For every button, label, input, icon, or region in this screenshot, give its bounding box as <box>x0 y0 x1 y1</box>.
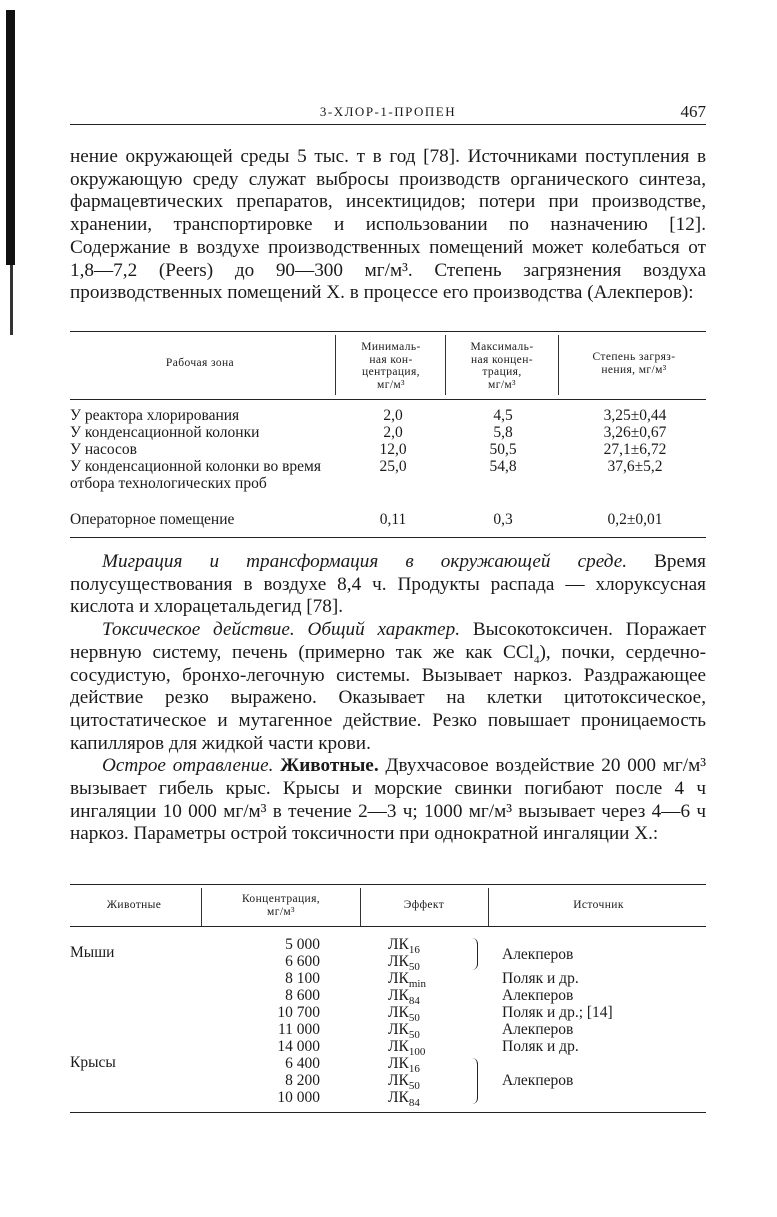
acute-animals-label: Животные. <box>280 755 379 777</box>
pollution-table <box>70 331 706 539</box>
running-title: 3-ХЛОР-1-ПРОПЕН <box>319 104 457 119</box>
source-value: Поляк и др. <box>502 970 579 987</box>
header-min-concentration: Минималь- ная кон- центрация, мг/м³ <box>361 341 421 391</box>
page-header <box>70 102 706 125</box>
migration-text: Время полусуществования в воздухе 8,4 ч. Продукты распада — хлоруксусная кислота и хлорацетальдегид [78]. <box>70 551 706 618</box>
concentration-value: 10 700 <box>277 1004 320 1021</box>
animal-rats: Крысы <box>70 1054 116 1071</box>
scan-edge-shadow <box>6 10 15 265</box>
table-header-rule <box>70 399 706 400</box>
table-row: У реактора хлорирования 2,0 4,5 3,25±0,44 <box>70 407 667 424</box>
header-effect: Эффект <box>403 899 445 911</box>
table-column-divider <box>488 888 489 926</box>
table-bottom-rule <box>70 537 706 538</box>
effect-value: $ЛК_{84}$ <box>388 1089 420 1110</box>
table-header-rule <box>70 926 706 927</box>
concentration-value: 8 200 <box>285 1072 320 1089</box>
table-row: У конденсационной колонки 2,0 5,8 3,26±0,67 <box>70 424 667 441</box>
concentration-value: 11 000 <box>277 1021 320 1038</box>
paragraph-toxic <box>70 619 706 755</box>
concentration-value: 10 000 <box>277 1089 320 1106</box>
effect-value: $ЛК_{min}$ <box>388 970 426 991</box>
header-concentration: Концентрация, мг/м³ <box>241 893 321 918</box>
acute-text: Двухчасовое воздействие 20 000 мг/м³ вызывает гибель крыс. Крысы и морские свинки погибают после 4 ч ингаляции 10 000 мг/м³ в течение 2—3 ч; 1000 мг/м³ вызывает через 4—6 ч наркоз. Параметры острой токсичности при однократной ингаляции Х.: <box>70 755 707 845</box>
migration-heading: Миграция и трансформация в окружающей среде. <box>102 551 628 572</box>
animal-mice: Мыши <box>70 944 115 961</box>
table-row: Операторное помещение 0,11 0,3 0,2±0,01 <box>70 511 663 528</box>
effect-value: $ЛК_{16}$ <box>388 1055 420 1076</box>
table-column-divider <box>558 335 559 395</box>
concentration-value: 6 600 <box>285 953 320 970</box>
table-row: У насосов 12,0 50,5 27,1±6,72 <box>70 441 667 458</box>
table-row: У конденсационной колонки во время отбора технологических проб 25,0 54,8 37,6±5,2 <box>70 458 663 492</box>
header-source: Источник <box>573 899 624 911</box>
header-zone: Рабочая зона <box>165 357 235 369</box>
header-max-concentration: Максималь- ная концен- трация, мг/м³ <box>470 341 534 391</box>
paragraph-text: нение окружающей среды 5 тыс. т в год [78]. Источниками поступления в окружающую среду служат выбросы производств органического синтеза, фармацевтических препаратов, инсектицидов; потери при производстве, хранении, транспортировке и использовании по назначению [12]. Содержание в воздухе производственных помещений может колебаться от 1,8—7,2 (Peers) до 90—300 мг/м³. Степень загрязнения воздуха производственных помещений Х. в процессе его производства (Алекперов): <box>70 146 706 304</box>
header-pollution-degree: Степень загряз- нения, мг/м³ <box>592 351 676 376</box>
source-value: Алекперов <box>502 1021 574 1038</box>
table-top-rule <box>70 884 706 885</box>
effect-value: $ЛК_{50}$ <box>388 1004 420 1025</box>
paragraph-migration <box>70 551 706 619</box>
table-top-rule <box>70 331 706 332</box>
concentration-value: 6 400 <box>285 1055 320 1072</box>
acute-heading: Острое отравление. <box>102 755 274 777</box>
source-value: Алекперов <box>502 946 574 963</box>
effect-value: $ЛК_{100}$ <box>388 1038 426 1059</box>
paragraph-acute <box>70 755 706 846</box>
toxicity-table <box>70 884 706 1116</box>
header-animals: Животные <box>106 899 162 911</box>
toxic-subscript: 4 <box>533 653 540 666</box>
scan-edge-shadow-lower <box>10 265 13 335</box>
source-value: Алекперов <box>502 987 574 1004</box>
concentration-value: 5 000 <box>285 936 320 953</box>
effect-value: $ЛК_{50}$ <box>388 1072 420 1093</box>
table-bottom-rule <box>70 1112 706 1113</box>
paragraph-intro <box>70 146 706 305</box>
brace-group <box>472 1058 478 1104</box>
table-column-divider <box>335 335 336 395</box>
table-column-divider <box>445 335 446 395</box>
brace-group <box>472 938 478 970</box>
section-text <box>70 551 706 846</box>
source-value: Алекперов <box>502 1072 574 1089</box>
effect-value: $ЛК_{50}$ <box>388 1021 420 1042</box>
source-value: Поляк и др.; [14] <box>502 1004 613 1021</box>
concentration-value: 14 000 <box>277 1038 320 1055</box>
effect-value: $ЛК_{84}$ <box>388 987 420 1008</box>
toxic-text-cont: ), почки, сердечно-сосудистую, бронхо-легочную системы. Вызывает наркоз. Раздражающее действие резко выражено. Оказывает на клетки цитотоксическое, цитостатическое и мутагенное действие. Резко повышает проницаемость капилляров для жидкой части крови. <box>70 641 706 754</box>
toxic-text: Высокотоксичен. Поражает нервную систему, печень (примерно так же как CCl <box>70 619 706 663</box>
effect-value: $ЛК_{16}$ <box>388 936 420 957</box>
toxic-heading: Токсическое действие. Общий характер. <box>102 619 461 641</box>
concentration-value: 8 100 <box>285 970 320 987</box>
source-value: Поляк и др. <box>502 1038 579 1055</box>
effect-value: $ЛК_{50}$ <box>388 953 420 974</box>
table-column-divider <box>201 888 202 926</box>
concentration-value: 8 600 <box>285 987 320 1004</box>
page-number: 467 <box>680 102 706 121</box>
table-column-divider <box>360 888 361 926</box>
